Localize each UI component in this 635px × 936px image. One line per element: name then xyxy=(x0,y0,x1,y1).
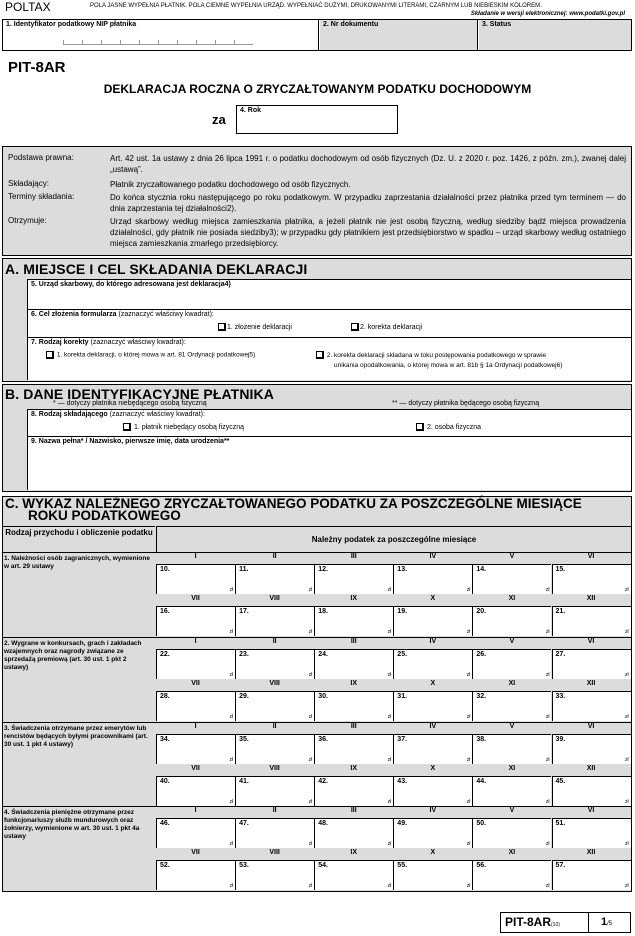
status-label: 3. Status xyxy=(482,21,512,28)
month-header: IV xyxy=(429,638,437,645)
tax-amount-field[interactable] xyxy=(156,564,235,594)
info-text: Urząd skarbowy według miejsca zamieszkania płatnika, a jeżeli płatnik nie jest osobą fizyczną, według siedziby bądź miejsca prowadzenia działalności, gdy płatnik nie posiada siedziby3); w przypadku gdy płatnikiem jest przedsiębiorstwo w spadku – urząd skarbowy według ostatniego miejsca zamieszkania zmarłego przedsiębiorcy. xyxy=(110,217,626,248)
currency-label: zł xyxy=(545,672,550,678)
currency-label: zł xyxy=(308,841,313,847)
currency-label: zł xyxy=(624,883,629,889)
currency-label: zł xyxy=(229,841,234,847)
month-header: VIII xyxy=(269,595,280,602)
field-number: 56. xyxy=(476,862,487,869)
field-number: 21. xyxy=(555,608,566,615)
tax-amount-field[interactable] xyxy=(472,564,551,594)
field-number: 34. xyxy=(160,736,170,743)
currency-label: zł xyxy=(466,672,471,678)
currency-label: zł xyxy=(387,629,392,635)
tax-amount-field[interactable] xyxy=(156,818,235,848)
field-number: 19. xyxy=(397,608,408,615)
field-number: 33. xyxy=(555,693,566,700)
info-key: Podstawa prawna: xyxy=(8,153,74,162)
year-label: 4. Rok xyxy=(240,107,262,114)
currency-label: zł xyxy=(387,672,392,678)
month-header: XII xyxy=(586,680,596,687)
tax-amount-field[interactable] xyxy=(156,860,235,890)
field-number: 30. xyxy=(318,693,328,700)
checkbox-icon[interactable] xyxy=(351,323,359,331)
nip-field[interactable] xyxy=(3,20,319,50)
tax-amount-field[interactable] xyxy=(235,649,314,679)
field-number: 38. xyxy=(476,736,487,743)
correction-type-field xyxy=(27,337,631,380)
month-header: IX xyxy=(350,849,358,856)
field-number: 57. xyxy=(555,862,566,869)
correction-type-label xyxy=(31,339,186,346)
name-label: 9. Nazwa pełna* / Nazwisko, pierwsze imię, data urodzenia** xyxy=(31,438,230,445)
month-header: I xyxy=(194,807,197,814)
month-header: I xyxy=(194,638,197,645)
month-header: IX xyxy=(350,595,358,602)
tax-amount-field[interactable] xyxy=(472,776,551,806)
field-number: 39. xyxy=(555,736,566,743)
month-header: VIII xyxy=(269,680,280,687)
month-header: II xyxy=(272,638,277,645)
field-number: 50. xyxy=(476,820,487,827)
currency-label: zł xyxy=(466,757,471,763)
currency-label: zł xyxy=(624,714,629,720)
nip-digit-ticks xyxy=(63,40,253,45)
currency-label: zł xyxy=(387,587,392,593)
field-number: 55. xyxy=(397,862,408,869)
correction-type-label-text: 7. Rodzaj korekty xyxy=(31,339,89,346)
tax-amount-field[interactable] xyxy=(552,818,631,848)
tax-amount-field[interactable] xyxy=(156,734,235,764)
month-header: X xyxy=(430,595,436,602)
checkbox-icon[interactable] xyxy=(316,351,324,359)
correction-option-1[interactable] xyxy=(46,351,255,359)
instruction-line: POLA JASNE WYPEŁNIA PŁATNIK. POLA CIEMNE WYPEŁNIA URZĄD. WYPEŁNIAĆ DUŻYMI, DRUKOWANYMI LITERAMI, CZARNYM LUB NIEBIESKIM KOLOREM. xyxy=(90,3,542,9)
purpose-hint: (zaznaczyć właściwy kwadrat): xyxy=(118,311,214,318)
footer-version: (10) xyxy=(551,922,560,928)
tax-amount-field[interactable] xyxy=(393,649,472,679)
year-field[interactable] xyxy=(236,105,398,134)
tax-amount-field[interactable] xyxy=(552,649,631,679)
tax-amount-field[interactable] xyxy=(314,776,393,806)
info-key: Składający: xyxy=(8,179,49,188)
tax-amount-field[interactable] xyxy=(552,606,631,636)
tax-amount-field[interactable] xyxy=(314,564,393,594)
field-number: 49. xyxy=(397,820,408,827)
field-number: 48. xyxy=(318,820,328,827)
brand-logo: POLTAX xyxy=(5,0,51,14)
purpose-option-1-label: 1. złożenie deklaracji xyxy=(227,323,292,331)
tax-amount-field[interactable] xyxy=(393,860,472,890)
field-number: 32. xyxy=(476,693,487,700)
tax-amount-field[interactable] xyxy=(552,691,631,721)
field-number: 18. xyxy=(318,608,328,615)
purpose-option-1[interactable] xyxy=(218,323,292,331)
tax-amount-field[interactable] xyxy=(314,734,393,764)
footer-code xyxy=(505,915,560,929)
currency-label: zł xyxy=(229,629,234,635)
month-header: XI xyxy=(508,849,516,856)
field-number: 22. xyxy=(160,651,170,658)
tax-amount-field[interactable] xyxy=(235,564,314,594)
currency-label: zł xyxy=(308,714,313,720)
field-number: 28. xyxy=(160,693,170,700)
document-number-label: 2. Nr dokumentu xyxy=(323,21,379,28)
month-header: VIII xyxy=(269,765,280,772)
tax-amount-field[interactable] xyxy=(552,564,631,594)
filer-option-2[interactable] xyxy=(416,423,481,431)
currency-label: zł xyxy=(545,629,550,635)
field-number: 20. xyxy=(476,608,487,615)
month-header: IV xyxy=(429,553,437,560)
tax-amount-field[interactable] xyxy=(552,776,631,806)
month-header: VII xyxy=(191,680,200,687)
field-number: 23. xyxy=(239,651,249,658)
field-number: 25. xyxy=(397,651,408,658)
field-number: 40. xyxy=(160,778,170,785)
month-header: X xyxy=(430,849,436,856)
info-text: Płatnik zryczałtowanego podatku dochodowego od osób fizycznych. xyxy=(110,180,351,189)
field-number: 45. xyxy=(555,778,566,785)
top-fields-row xyxy=(2,19,632,51)
month-header: III xyxy=(350,638,357,645)
col2-header: Należny podatek za poszczególne miesiące xyxy=(156,526,631,552)
checkbox-icon[interactable] xyxy=(416,423,424,431)
tax-amount-field[interactable] xyxy=(393,564,472,594)
za-label: za xyxy=(212,112,226,127)
month-header: VII xyxy=(191,595,200,602)
currency-label: zł xyxy=(545,883,550,889)
info-key: Otrzymuje: xyxy=(8,216,47,225)
form-code: PIT-8AR xyxy=(8,59,66,76)
tax-amount-field[interactable] xyxy=(393,691,472,721)
footer-page-total: /5 xyxy=(607,921,613,927)
filer-type-label xyxy=(31,411,205,418)
month-header: VI xyxy=(587,638,595,645)
income-type-label: 3. Świadczenia otrzymane przez emerytów lub rencistów będących byłymi pracownikami (art. 30 ust. 1 pkt 4 ustawy) xyxy=(4,725,148,748)
info-key: Terminy składania: xyxy=(8,192,75,201)
tax-amount-field[interactable] xyxy=(156,691,235,721)
field-number: 52. xyxy=(160,862,170,869)
footer-page xyxy=(601,916,612,928)
section-c-title-line1: C. WYKAZ NALEŻNEGO ZRYCZAŁTOWANEGO PODATKU ZA POSZCZEGÓLNE MIESIĄCE xyxy=(5,496,582,511)
correction-type-hint: (zaznaczyć właściwy kwadrat): xyxy=(90,339,186,346)
tax-amount-field[interactable] xyxy=(235,776,314,806)
footer-page-number: 1 xyxy=(601,916,608,928)
currency-label: zł xyxy=(229,587,234,593)
tax-amount-field[interactable] xyxy=(472,649,551,679)
field-number: 35. xyxy=(239,736,249,743)
month-header: V xyxy=(509,807,515,814)
col1-header: Rodzaj przychodu i obliczenie podatku xyxy=(3,526,155,552)
currency-label: zł xyxy=(229,672,234,678)
field-number: 11. xyxy=(239,566,249,573)
document-number-field xyxy=(320,20,478,50)
currency-label: zł xyxy=(545,587,550,593)
filer-type-field xyxy=(27,409,631,436)
month-header: II xyxy=(272,807,277,814)
purpose-label-text: 6. Cel złożenia formularza xyxy=(31,311,117,318)
field-number: 10. xyxy=(160,566,170,573)
month-header: XII xyxy=(586,765,596,772)
tax-amount-field[interactable] xyxy=(552,734,631,764)
field-number: 46. xyxy=(160,820,170,827)
checkbox-icon[interactable] xyxy=(123,423,131,431)
currency-label: zł xyxy=(308,757,313,763)
month-header: II xyxy=(272,553,277,560)
filer-type-hint: (zaznaczyć właściwy kwadrat): xyxy=(109,411,205,418)
footer-code-text: PIT-8AR xyxy=(505,915,552,929)
currency-label: zł xyxy=(387,841,392,847)
month-header: XI xyxy=(508,680,516,687)
field-number: 29. xyxy=(239,693,249,700)
field-number: 17. xyxy=(239,608,249,615)
currency-label: zł xyxy=(308,629,313,635)
currency-label: zł xyxy=(387,883,392,889)
tax-amount-field[interactable] xyxy=(156,649,235,679)
currency-label: zł xyxy=(229,714,234,720)
tax-amount-field[interactable] xyxy=(156,776,235,806)
month-header: III xyxy=(350,807,357,814)
correction-option-2[interactable] xyxy=(316,351,562,371)
currency-label: zł xyxy=(308,587,313,593)
tax-amount-field[interactable] xyxy=(472,691,551,721)
currency-label: zł xyxy=(466,587,471,593)
filer-option-2-label: 2. osoba fizyczna xyxy=(426,423,482,431)
month-header: X xyxy=(430,680,436,687)
currency-label: zł xyxy=(624,799,629,805)
month-header: IX xyxy=(350,765,358,772)
field-number: 42. xyxy=(318,778,328,785)
form-title: DEKLARACJA ROCZNA O ZRYCZAŁTOWANYM PODATKU DOCHODOWYM xyxy=(103,82,532,96)
field-number: 26. xyxy=(476,651,487,658)
currency-label: zł xyxy=(229,799,234,805)
month-header: II xyxy=(272,723,277,730)
currency-label: zł xyxy=(545,799,550,805)
filer-option-1-label: 1. płatnik niebędący osobą fizyczną xyxy=(133,423,245,431)
month-header: III xyxy=(350,723,357,730)
field-number: 37. xyxy=(397,736,408,743)
checkbox-icon[interactable] xyxy=(218,323,226,331)
correction-option-2-label-b: unikania opodatkowania, o której mowa w art. 81b § 1a Ordynacji podatkowej6) xyxy=(334,362,563,369)
tax-amount-field[interactable] xyxy=(156,606,235,636)
field-number: 12. xyxy=(318,566,328,573)
tax-office-field[interactable] xyxy=(27,279,631,309)
month-header: III xyxy=(350,553,357,560)
note-natural: ** — dotyczy płatnika będącego osobą fizyczną xyxy=(392,400,540,407)
month-header: V xyxy=(509,723,515,730)
field-number: 31. xyxy=(397,693,408,700)
currency-label: zł xyxy=(545,841,550,847)
currency-label: zł xyxy=(624,841,629,847)
tax-amount-field[interactable] xyxy=(393,734,472,764)
month-header: IV xyxy=(429,723,437,730)
tax-amount-field[interactable] xyxy=(314,606,393,636)
month-header: VI xyxy=(587,723,595,730)
field-number: 36. xyxy=(318,736,328,743)
section-c-title xyxy=(5,498,582,522)
field-number: 15. xyxy=(555,566,566,573)
currency-label: zł xyxy=(308,799,313,805)
filer-type-label-text: 8. Rodzaj składającego xyxy=(31,411,108,418)
currency-label: zł xyxy=(466,799,471,805)
month-header: XII xyxy=(586,849,596,856)
correction-option-1-label: 1. korekta deklaracji, o której mowa w art. 81 Ordynacji podatkowej5) xyxy=(56,351,256,359)
currency-label: zł xyxy=(624,672,629,678)
month-header: XII xyxy=(586,595,596,602)
income-type-label: 1. Należności osób zagranicznych, wymienione w art. 29 ustawy xyxy=(4,555,150,570)
currency-label: zł xyxy=(308,883,313,889)
month-header: X xyxy=(430,765,436,772)
purpose-option-2-label: 2. korekta deklaracji xyxy=(360,323,423,331)
month-header: VIII xyxy=(269,849,280,856)
month-header: XI xyxy=(508,595,516,602)
currency-label: zł xyxy=(308,672,313,678)
currency-label: zł xyxy=(545,714,550,720)
currency-label: zł xyxy=(466,841,471,847)
section-a-title: A. MIEJSCE I CEL SKŁADANIA DEKLARACJI xyxy=(5,261,308,277)
footer-divider xyxy=(588,913,589,932)
tax-amount-field[interactable] xyxy=(472,606,551,636)
filer-option-1[interactable] xyxy=(123,423,244,431)
tax-amount-field[interactable] xyxy=(393,776,472,806)
electronic-filing-note: Składanie w wersji elektronicznej: www.podatki.gov.pl xyxy=(470,11,625,17)
month-header: V xyxy=(509,638,515,645)
month-header: VII xyxy=(191,849,200,856)
section-c-title-line2: ROKU PODATKOWEGO xyxy=(28,508,181,523)
currency-label: zł xyxy=(466,883,471,889)
section-b-title: B. DANE IDENTYFIKACYJNE PŁATNIKA xyxy=(5,386,274,402)
field-number: 44. xyxy=(476,778,487,785)
field-number: 51. xyxy=(555,820,566,827)
month-header: XI xyxy=(508,765,516,772)
tax-amount-field[interactable] xyxy=(472,860,551,890)
currency-label: zł xyxy=(229,883,234,889)
field-number: 47. xyxy=(239,820,249,827)
field-number: 43. xyxy=(397,778,408,785)
nip-field-label: 1. Identyfikator podatkowy NIP płatnika xyxy=(6,21,137,28)
income-type-label: 2. Wygrane w konkursach, grach i zakładach wzajemnych oraz nagrody związane ze sprzedażą premiową (art. 30 ust. 1 pkt 2 ustawy) xyxy=(4,640,142,671)
tax-amount-field[interactable] xyxy=(314,649,393,679)
currency-label: zł xyxy=(229,757,234,763)
tax-amount-field[interactable] xyxy=(393,818,472,848)
tax-amount-field[interactable] xyxy=(314,818,393,848)
tax-amount-field[interactable] xyxy=(314,691,393,721)
correction-option-2-label-a: 2. korekta deklaracji składana w toku postępowania podatkowego w sprawie xyxy=(326,352,547,359)
tax-amount-field[interactable] xyxy=(235,818,314,848)
income-type-label: 4. Świadczenia pieniężne otrzymane przez funkcjonariuszy służb mundurowych oraz żołnierzy, wymienione w art. 30 ust. 1 pkt 4a ustawy xyxy=(4,809,140,840)
month-header: I xyxy=(194,723,197,730)
tax-amount-field[interactable] xyxy=(472,818,551,848)
month-header: VI xyxy=(587,553,595,560)
field-number: 54. xyxy=(318,862,328,869)
field-number: 14. xyxy=(476,566,487,573)
footer-code-box xyxy=(500,912,631,933)
month-header: VI xyxy=(587,807,595,814)
note-non-natural: * — dotyczy płatnika niebędącego osobą fizyczną xyxy=(53,400,207,407)
currency-label: zł xyxy=(466,714,471,720)
currency-label: zł xyxy=(545,757,550,763)
month-header: IV xyxy=(429,807,437,814)
currency-label: zł xyxy=(387,714,392,720)
tax-office-label: 5. Urząd skarbowy, do którego adresowana jest deklaracja4) xyxy=(31,281,231,288)
currency-label: zł xyxy=(624,629,629,635)
currency-label: zł xyxy=(624,757,629,763)
month-header: V xyxy=(509,553,515,560)
status-field xyxy=(479,20,631,50)
tax-amount-field[interactable] xyxy=(235,691,314,721)
month-header: VII xyxy=(191,765,200,772)
tax-amount-field[interactable] xyxy=(393,606,472,636)
tax-amount-field[interactable] xyxy=(235,606,314,636)
month-header: I xyxy=(194,553,197,560)
checkbox-icon[interactable] xyxy=(46,351,54,359)
field-number: 24. xyxy=(318,651,328,658)
field-number: 41. xyxy=(239,778,249,785)
tax-amount-field[interactable] xyxy=(235,860,314,890)
tax-amount-field[interactable] xyxy=(552,860,631,890)
tax-amount-field[interactable] xyxy=(314,860,393,890)
field-number: 16. xyxy=(160,608,170,615)
currency-label: zł xyxy=(387,799,392,805)
field-number: 27. xyxy=(555,651,566,658)
currency-label: zł xyxy=(466,629,471,635)
currency-label: zł xyxy=(387,757,392,763)
currency-label: zł xyxy=(624,587,629,593)
purpose-label xyxy=(31,311,214,318)
field-number: 13. xyxy=(397,566,408,573)
info-text: Art. 42 ust. 1a ustawy z dnia 26 lipca 1991 r. o podatku dochodowym od osób fizycznych (Dz. U. z 2020 r. poz. 1426, z późn. zm.), zwanej dalej „ustawą”. xyxy=(110,154,626,174)
purpose-field xyxy=(27,309,631,337)
name-field[interactable] xyxy=(27,436,631,490)
purpose-option-2[interactable] xyxy=(351,323,422,331)
field-number: 53. xyxy=(239,862,249,869)
tax-amount-field[interactable] xyxy=(235,734,314,764)
month-header: IX xyxy=(350,680,358,687)
tax-amount-field[interactable] xyxy=(472,734,551,764)
info-text: Do końca stycznia roku następującego po roku podatkowym. W przypadku zaprzestania działalności przez płatnika przed tym terminem — do dnia zaprzestania tej działalności2). xyxy=(110,193,626,213)
